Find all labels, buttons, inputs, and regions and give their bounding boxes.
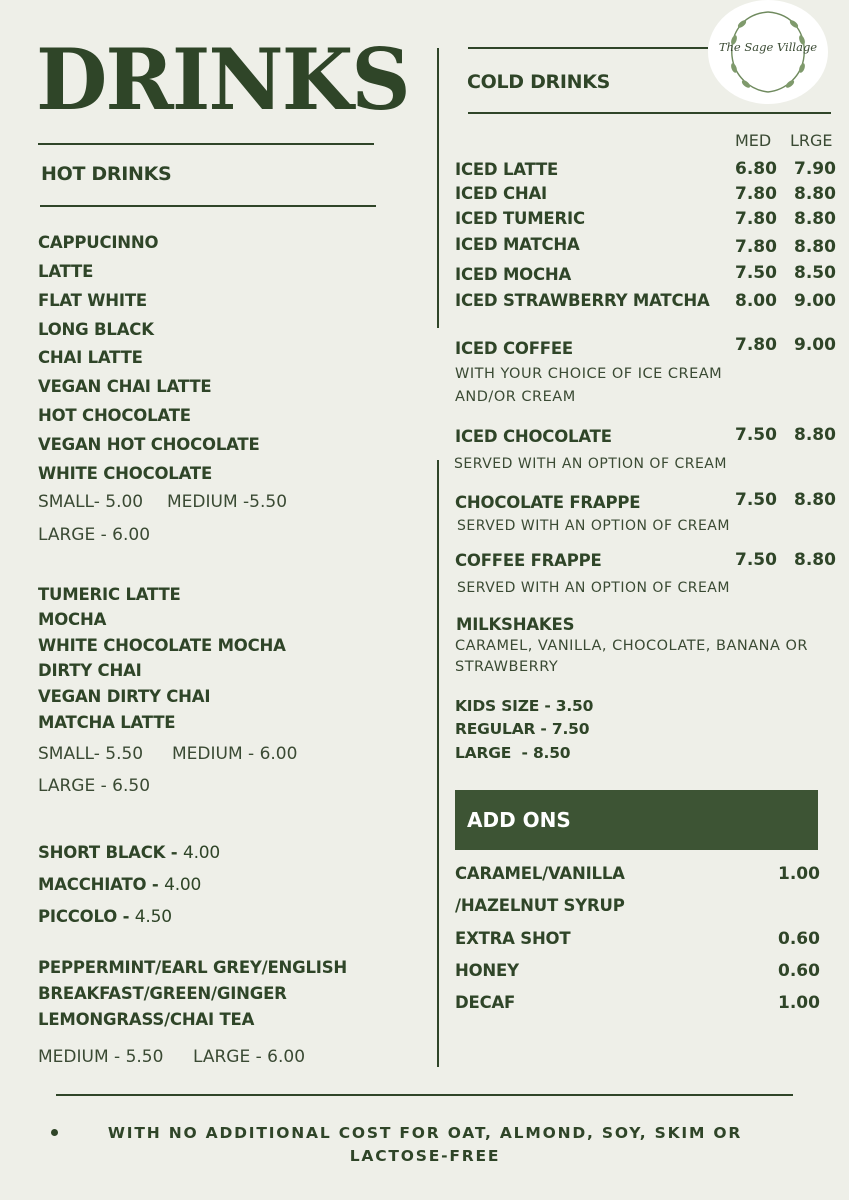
menu-item-price: 4.00 xyxy=(164,875,202,895)
menu-item: LONG BLACK xyxy=(38,320,154,339)
menu-item: ICED CHOCOLATE xyxy=(455,427,612,446)
menu-item: WHITE CHOCOLATE xyxy=(38,464,213,483)
menu-item: ICED TUMERIC xyxy=(455,209,585,228)
divider xyxy=(468,47,708,49)
price-lrge: 8.50 xyxy=(794,263,836,283)
add-ons-header xyxy=(455,790,818,850)
menu-item: ICED STRAWBERRY MATCHA xyxy=(455,291,710,310)
addon-price: 1.00 xyxy=(778,993,820,1013)
logo-text: The Sage Village xyxy=(718,40,818,54)
logo xyxy=(708,0,828,104)
price-lrge: 9.00 xyxy=(794,335,836,355)
bullet-icon xyxy=(51,1129,58,1136)
menu-item: HOT CHOCOLATE xyxy=(38,406,191,425)
milkshake-size: KIDS SIZE - 3.50 xyxy=(455,697,594,715)
menu-item: VEGAN HOT CHOCOLATE xyxy=(38,435,260,454)
price-med: 7.80 xyxy=(735,209,777,229)
divider xyxy=(38,143,374,145)
milkshake-size: REGULAR - 7.50 xyxy=(455,720,590,738)
item-note: SERVED WITH AN OPTION OF CREAM xyxy=(457,580,730,596)
price-med: 7.50 xyxy=(735,425,777,445)
menu-item: MATCHA LATTE xyxy=(38,713,176,732)
price-large: LARGE - 6.00 xyxy=(38,525,151,545)
menu-item: CHAI LATTE xyxy=(38,348,143,367)
price-lrge: 8.80 xyxy=(794,550,836,570)
menu-item: ICED COFFEE xyxy=(455,339,573,358)
addon-price: 1.00 xyxy=(778,864,820,884)
menu-item: CHOCOLATE FRAPPE xyxy=(455,493,641,512)
price-med: 7.80 xyxy=(735,184,777,204)
addon-item: /HAZELNUT SYRUP xyxy=(455,896,625,915)
item-note: WITH YOUR CHOICE OF ICE CREAM xyxy=(455,366,723,382)
menu-item-label: PICCOLO - xyxy=(38,907,135,926)
divider xyxy=(40,205,376,207)
menu-item: FLAT WHITE xyxy=(38,291,147,310)
menu-item: TUMERIC LATTE xyxy=(38,585,181,604)
column-header-lrge: LRGE xyxy=(790,131,833,150)
item-note: SERVED WITH AN OPTION OF CREAM xyxy=(454,456,727,472)
tea-line: BREAKFAST/GREEN/GINGER xyxy=(38,984,287,1003)
menu-item: ICED MATCHA xyxy=(455,235,580,254)
price-lrge: 8.80 xyxy=(794,490,836,510)
tea-line: LEMONGRASS/CHAI TEA xyxy=(38,1010,255,1029)
menu-item-label: SHORT BLACK - xyxy=(38,843,183,862)
price-medium: MEDIUM - 5.50 xyxy=(38,1047,164,1067)
price-med: 7.50 xyxy=(735,550,777,570)
divider xyxy=(468,112,831,114)
price-lrge: 8.80 xyxy=(794,209,836,229)
addon-item: CARAMEL/VANILLA xyxy=(455,864,625,883)
addon-item: EXTRA SHOT xyxy=(455,929,571,948)
item-note: SERVED WITH AN OPTION OF CREAM xyxy=(457,518,730,534)
menu-item: ICED LATTE xyxy=(455,160,559,179)
menu-item-label: MACCHIATO - xyxy=(38,875,165,894)
menu-item: LATTE xyxy=(38,262,94,281)
menu-item-price: 4.50 xyxy=(134,907,172,927)
price-med: 8.00 xyxy=(735,291,777,311)
menu-item-short-black xyxy=(38,843,220,863)
menu-item-macchiato xyxy=(38,875,201,895)
menu-item: MOCHA xyxy=(38,610,107,629)
vertical-divider xyxy=(437,460,439,1067)
price-lrge: 7.90 xyxy=(794,159,836,179)
column-header-med: MED xyxy=(735,131,772,150)
addon-price: 0.60 xyxy=(778,961,820,981)
menu-item-price: 4.00 xyxy=(182,843,221,863)
cold-drinks-heading: COLD DRINKS xyxy=(467,71,611,93)
price-small: SMALL- 5.50 xyxy=(38,744,144,764)
addon-price: 0.60 xyxy=(778,929,820,949)
menu-item-piccolo xyxy=(38,907,172,927)
menu-item: CAPPUCINNO xyxy=(38,233,159,252)
price-med: 7.50 xyxy=(735,263,777,283)
milkshake-size: LARGE - 8.50 xyxy=(455,744,571,762)
price-med: 7.50 xyxy=(735,490,777,510)
price-lrge: 8.80 xyxy=(794,184,836,204)
menu-item: WHITE CHOCOLATE MOCHA xyxy=(38,636,286,655)
price-medium: MEDIUM -5.50 xyxy=(167,492,288,512)
menu-item: COFFEE FRAPPE xyxy=(455,551,602,570)
menu-item: ICED CHAI xyxy=(455,184,547,203)
price-large: LARGE - 6.00 xyxy=(193,1047,306,1067)
price-med: 7.80 xyxy=(735,335,777,355)
price-med: 7.80 xyxy=(735,237,777,257)
addon-item: HONEY xyxy=(455,961,519,980)
price-lrge: 8.80 xyxy=(794,237,836,257)
menu-item: VEGAN CHAI LATTE xyxy=(38,377,212,396)
tea-line: PEPPERMINT/EARL GREY/ENGLISH xyxy=(38,958,348,977)
price-lrge: 9.00 xyxy=(794,291,836,311)
vertical-divider xyxy=(437,48,439,328)
footer-note: WITH NO ADDITIONAL COST FOR OAT, ALMOND, SOY, SKIM OR LACTOSE-FREE xyxy=(107,1124,743,1165)
menu-item: ICED MOCHA xyxy=(455,265,572,284)
divider xyxy=(56,1094,793,1096)
price-large: LARGE - 6.50 xyxy=(38,776,151,796)
price-medium: MEDIUM - 6.00 xyxy=(172,744,298,764)
item-note: AND/OR CREAM xyxy=(455,389,576,405)
menu-item: MILKSHAKES xyxy=(456,615,575,634)
price-small: SMALL- 5.00 xyxy=(38,492,144,512)
menu-item: DIRTY CHAI xyxy=(38,661,142,680)
price-lrge: 8.80 xyxy=(794,425,836,445)
add-ons-heading: ADD ONS xyxy=(467,808,571,832)
price-med: 6.80 xyxy=(735,159,777,179)
hot-drinks-heading: HOT DRINKS xyxy=(41,163,172,185)
item-note: STRAWBERRY xyxy=(455,659,559,675)
menu-item: VEGAN DIRTY CHAI xyxy=(38,687,211,706)
item-note: CARAMEL, VANILLA, CHOCOLATE, BANANA OR xyxy=(455,638,808,654)
addon-item: DECAF xyxy=(455,993,516,1012)
page-title: DRINKS xyxy=(36,30,409,129)
